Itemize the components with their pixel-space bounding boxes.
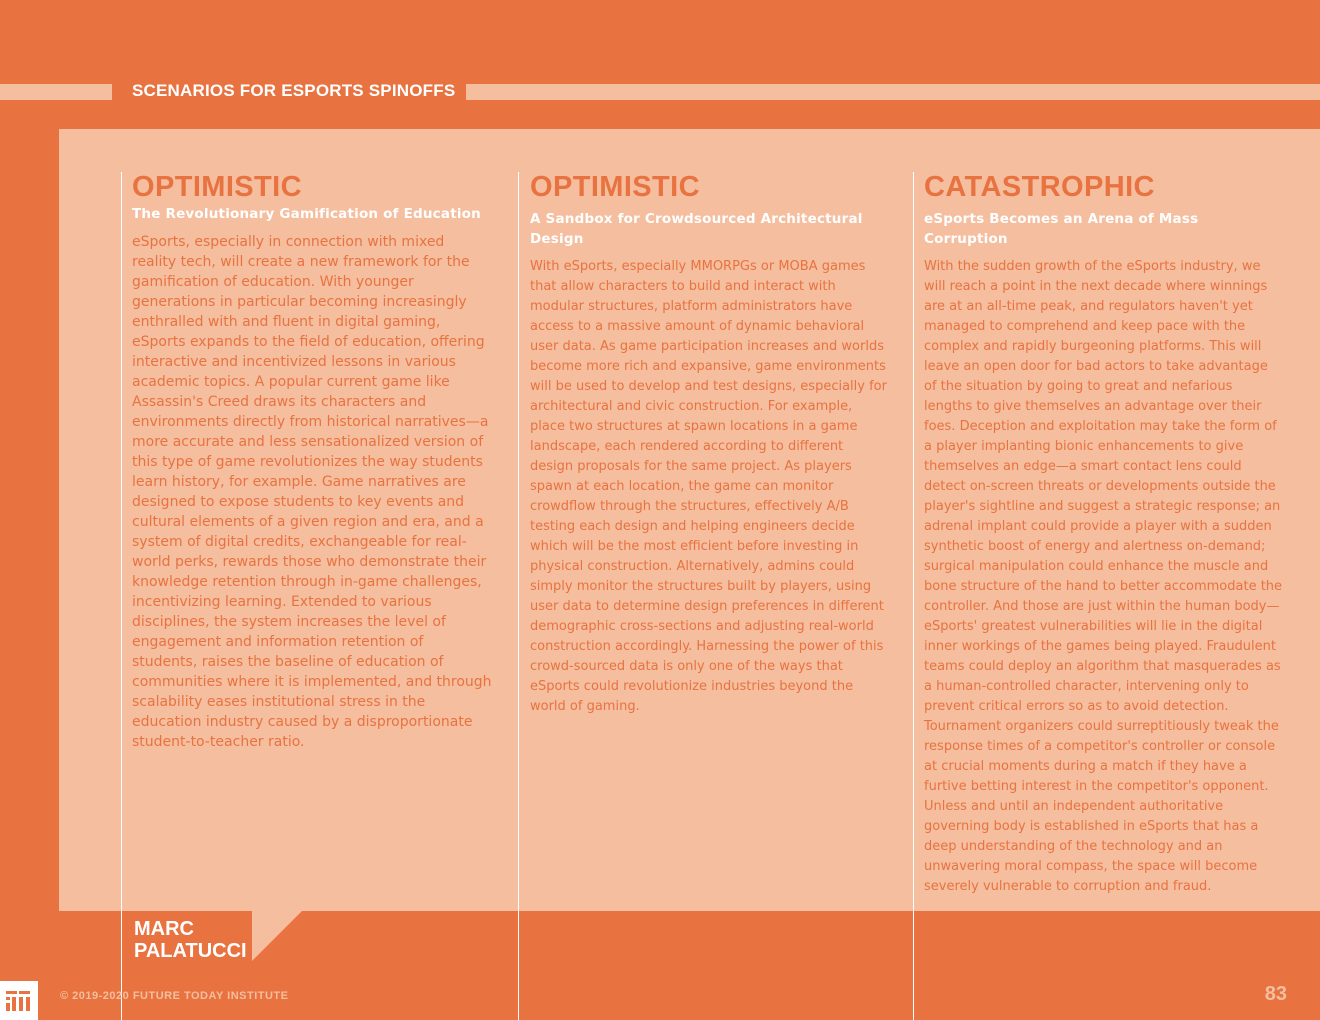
scenario-title: The Revolutionary Gamification of Education <box>132 206 481 222</box>
author-first-name: MARC <box>134 918 194 940</box>
scenario-type: OPTIMISTIC <box>132 171 302 203</box>
author-last-name: PALATUCCI <box>134 940 247 962</box>
scenario-type: OPTIMISTIC <box>530 171 700 203</box>
scenario-title: eSports Becomes an Arena of Mass Corruption <box>924 211 1199 247</box>
scenario-body: With eSports, especially MMORPGs or MOBA games that allow characters to build and interact with modular structures, platform administrators have access to a massive amount of dynamic behavioral user data. As game participation increases and worlds become more rich and expansive, game environments will be used to develop and test designs, especially for architectural and civic construction. For example, place two structures at spawn locations in a game landscape, each rendered according to different design proposals for the same project. As players spawn at each location, the game can monitor crowdflow through the structures, effectively A/B testing each design and helping engineers decide which will be the most efficient before investing in physical construction. Alternatively, admins could simply monitor the structures built by players, using user data to determine design preferences in different demographic cross-sections and adjusting real-world construction accordingly. Harnessing the power of this crowd-sourced data is only one of the ways that eSports could revolutionize industries beyond the world of gaming. <box>530 259 887 714</box>
column-divider-3 <box>913 172 914 1020</box>
scenario-body: eSports, especially in connection with mixed reality tech, will create a new framework for the gamification of education. With younger generations in particular becoming increasingly enthralled with and fluent in digital gaming, eSports expands to the field of education, offering interactive and incentivized lessons in various academic topics. A popular current game like Assassin's Creed draws its characters and environments directly from historical narratives—a more accurate and less sensationalized version of this type of game revolutionizes the way students learn history, for example. Game narratives are designed to expose students to key events and cultural elements of a given region and era, and a system of digital credits, exchangeable for real-world perks, rewards those who demonstrate their knowledge retention through in-game challenges, incentivizing learning. Extended to various disciplines, the system increases the level of engagement and information retention of students, raises the baseline of education of communities where it is implemented, and through scalability eases institutional stress in the education industry caused by a disproportionate student-to-teacher ratio. <box>132 234 492 750</box>
scenario-body: With the sudden growth of the eSports industry, we will reach a point in the next decade where winnings are at an all-time peak, and regulators haven't yet managed to comprehend and keep pace with the complex and rapidly burgeoning platforms. This will leave an open door for bad actors to take advantage of the situation by going to great and nefarious lengths to give themselves an advantage over their foes. Deception and exploitation may take the form of a player implanting bionic enhancements to give themselves an edge—a smart contact lens could detect on-screen threats or developments outside the player's sightline and suggest a strategic response; an adrenal implant could provide a player with a sudden synthetic boost of energy and alertness on-demand; surgical manipulation could enhance the muscle and bone structure of the hand to better accommodate the controller. And those are just within the human body—eSports' greatest vulnerabilities will lie in the digital inner workings of the games being played. Fraudulent teams could deploy an algorithm that masquerades as a human-controlled character, intervening only to prevent critical errors so as to avoid detection. Tournament organizers could surreptitiously tweak the response times of a competitor's controller or console at crucial moments during a match if they have a furtive betting interest in the competitor's opponent. Unless and until an independent authoritative governing body is established in eSports that has a deep understanding of the technology and an unwavering moral compass, the space will become severely vulnerable to corruption and fraud. <box>924 259 1283 894</box>
column-divider-2 <box>518 172 519 1020</box>
copyright: © 2019-2020 FUTURE TODAY INSTITUTE <box>60 990 289 1002</box>
page-number: 83 <box>1264 983 1287 1005</box>
future-today-institute-logo-icon <box>0 981 38 1020</box>
scenario-title: A Sandbox for Crowdsourced Architectural Design <box>530 211 863 247</box>
scenario-column-1 <box>132 170 492 752</box>
scenario-type: CATASTROPHIC <box>924 171 1155 203</box>
scenario-column-3 <box>924 170 1284 897</box>
author-name <box>134 918 254 962</box>
section-title: SCENARIOS FOR ESPORTS SPINOFFS <box>132 81 456 100</box>
scenario-column-2 <box>530 170 890 717</box>
author-callout-tail <box>252 911 302 961</box>
column-divider-1 <box>121 172 122 1020</box>
